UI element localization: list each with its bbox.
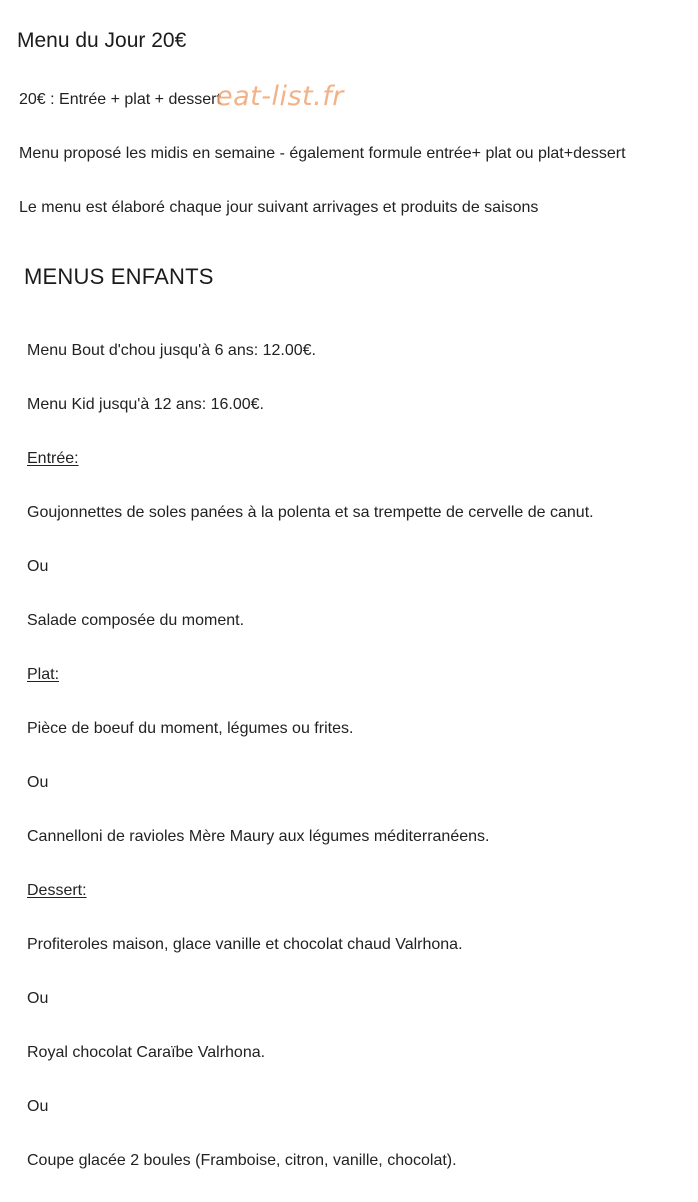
dessert-option-2: Royal chocolat Caraïbe Valrhona.	[27, 1044, 266, 1061]
plat-or: Ou	[27, 774, 49, 791]
dessert-label: Dessert:	[27, 882, 87, 899]
plat-option-1: Pièce de boeuf du moment, légumes ou frites.	[27, 720, 354, 737]
kids-menu-heading: MENUS ENFANTS	[24, 264, 214, 289]
entree-option-1: Goujonnettes de soles panées à la polenta et sa trempette de cervelle de canut.	[27, 504, 594, 521]
dessert-option-3: Coupe glacée 2 boules (Framboise, citron, vanille, chocolat).	[27, 1152, 457, 1169]
entree-option-2: Salade composée du moment.	[27, 612, 245, 629]
plat-label: Plat:	[27, 666, 60, 683]
dessert-or-2: Ou	[27, 1098, 49, 1115]
dessert-option-1: Profiteroles maison, glace vanille et chocolat chaud Valrhona.	[27, 936, 463, 953]
menu-du-jour-title: Menu du Jour 20€	[17, 29, 187, 52]
plat-option-2: Cannelloni de ravioles Mère Maury aux légumes méditerranéens.	[27, 828, 490, 845]
weekday-lunch-info: Menu proposé les midis en semaine - également formule entrée+ plat ou plat+dessert	[19, 145, 626, 162]
entree-or: Ou	[27, 558, 49, 575]
eat-list-watermark: eat-list.fr	[216, 81, 344, 112]
daily-menu-info: Le menu est élaboré chaque jour suivant arrivages et produits de saisons	[19, 199, 539, 216]
menu-bout-dchou: Menu Bout d'chou jusqu'à 6 ans: 12.00€.	[27, 342, 316, 359]
entree-label: Entrée:	[27, 450, 79, 467]
menu-kid: Menu Kid jusqu'à 12 ans: 16.00€.	[27, 396, 264, 413]
formula-line: 20€ : Entrée + plat + dessert	[19, 91, 221, 108]
dessert-or-1: Ou	[27, 990, 49, 1007]
